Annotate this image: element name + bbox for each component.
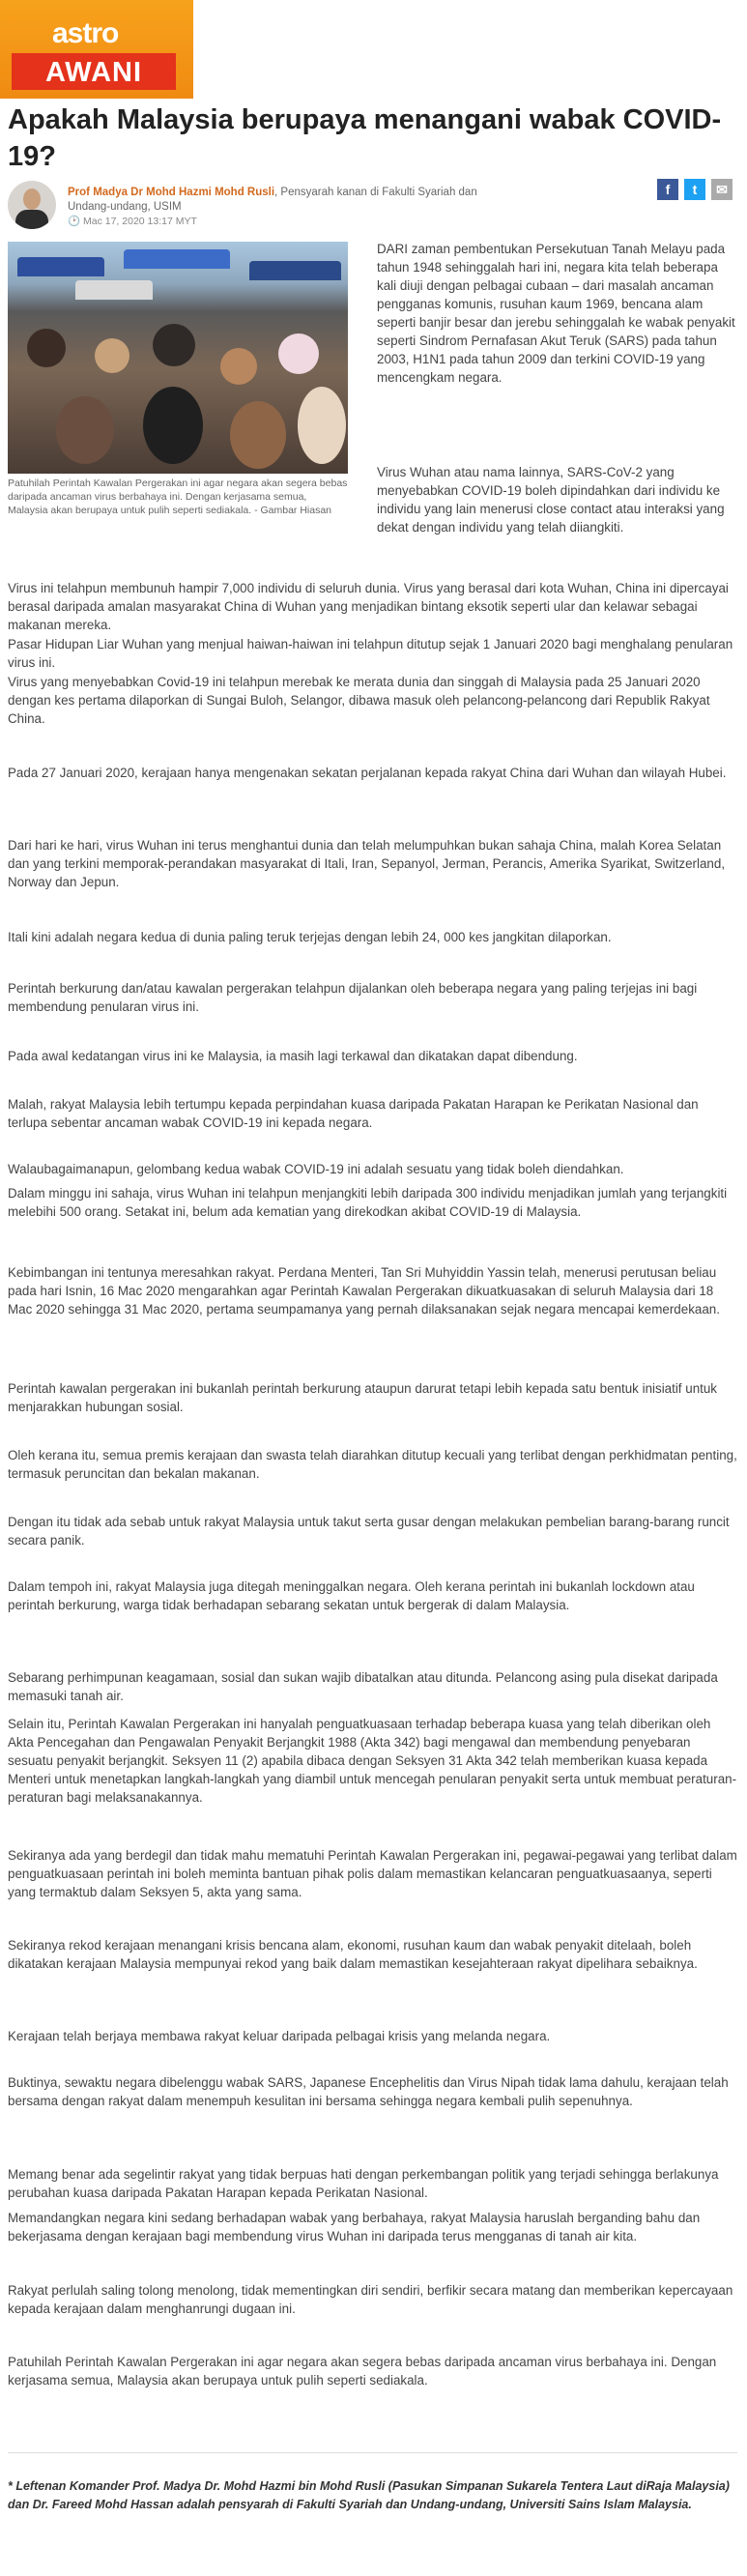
image-caption: Patuhilah Perintah Kawalan Pergerakan ini agar negara akan segera bebas daripada ancaman virus berbahaya ini. Dengan kerjasama semua, Malaysia akan berupaya untuk pulih seperti sediakala. - Gambar Hiasan [8, 478, 348, 516]
article-paragraph: Dari hari ke hari, virus Wuhan ini terus menghantui dunia dan telah melumpuhkan bukan sahaja China, malah Korea Selatan dan yang terkini memporak-perandakan masyarakat di Itali, Iran, Sepanyol, Jerman, Perancis, Amerika Syarikat, Switzerland, Norway dan Jepun. [8, 838, 726, 889]
article-paragraph: Sebarang perhimpunan keagamaan, sosial dan sukan wajib dibatalkan atau ditunda. Pelancong asing pula disekat daripada memasuki tanah air. [8, 1670, 718, 1703]
article-paragraph: Pada 27 Januari 2020, kerajaan hanya mengenakan sekatan perjalanan kepada rakyat China dari Wuhan dan wilayah Hubei. [8, 766, 727, 780]
article-paragraph: Virus yang menyebabkan Covid-19 ini telahpun merebak ke merata dunia dan singgah di Malaysia pada 25 Januari 2020 dengan kes pertama dilaporkan di Sungai Buloh, Selangor, dibawa masuk oleh pelancong-pelancong dari Republik Rakyat China. [8, 675, 710, 726]
twitter-share-icon[interactable]: t [684, 179, 705, 200]
author-name-link[interactable]: Prof Madya Dr Mohd Hazmi Mohd Rusli [68, 187, 275, 198]
article-title: Apakah Malaysia berupaya menangani wabak COVID-19? [8, 104, 722, 172]
article-paragraph: Perintah berkurung dan/atau kawalan pergerakan telahpun dijalankan oleh beberapa negara yang paling terjejas ini bagi membendung penularan virus ini. [8, 981, 698, 1014]
article-paragraph: Memang benar ada segelintir rakyat yang tidak berpuas hati dengan perkembangan politik yang terjadi sehingga berlakunya perubahan kuasa daripada Pakatan Harapan kepada Perikatan Nasional. [8, 2167, 719, 2200]
article-paragraph: Sekiranya ada yang berdegil dan tidak mahu mematuhi Perintah Kawalan Pergerakan ini, pegawai-pegawai yang terlibat dalam penguatkuasaan perintah ini boleh meminta bantuan pihak polis dalam memastikan kelancaran penguatkuasaanya, seperti yang termaktub dalam Seksyen 5, akta yang sama. [8, 1848, 737, 1899]
article-paragraph: Selain itu, Perintah Kawalan Pergerakan ini hanyalah penguatkuasaan terhadap beberapa kuasa yang telah diberikan oleh Akta Pencegahan dan Pengawalan Penyakit Berjangkit 1988 (Akta 342) bagi mengawal dan membendung penyebaran sesuatu penyakit berjangkit. Seksyen 11 (2) apabila dibaca dengan Seksyen 31 Akta 342 telah memberikan kuasa kepada Menteri untuk menetapkan langkah-langkah yang diambil untuk mencegah penularan penyakit serta untuk membuat peraturan-peraturan bagi melaksanakannya. [8, 1717, 737, 1805]
astro-awani-logo[interactable] [0, 0, 193, 99]
article-paragraph: Walaubagaimanapun, gelombang kedua wabak COVID-19 ini adalah sesuatu yang tidak boleh diendahkan. [8, 1162, 624, 1176]
article-paragraph: Virus ini telahpun membunuh hampir 7,000 individu di seluruh dunia. Virus yang berasal dari kota Wuhan, China ini dipercayai berasal daripada amalan masyarakat China di Wuhan yang menjadikan bintang eksotik seperti ular dan kelawar sebagai makanan mereka. [8, 581, 729, 632]
article-paragraph: Kebimbangan ini tentunya meresahkan rakyat. Perdana Menteri, Tan Sri Muhyiddin Yassin telah, menerusi perutusan beliau pada hari Isnin, 16 Mac 2020 mengarahkan agar Perintah Kawalan Pergerakan dikuatkuasakan di seluruh Malaysia dari 18 Mac 2020 sehingga 31 Mac 2020, pertama seumpamanya yang pernah dilaksanakan sejak negara mencapai kemerdekaan. [8, 1265, 720, 1317]
article-paragraph: Rakyat perlulah saling tolong menolong, tidak mementingkan diri sendiri, berfikir secara matang dan memberikan kepercayaan kepada kerajaan dalam menghanrungi dugaan ini. [8, 2283, 733, 2316]
email-share-icon[interactable]: ✉ [711, 179, 733, 200]
publish-date-text: Mac 17, 2020 13:17 MYT [83, 216, 197, 227]
article-paragraph: Dalam tempoh ini, rakyat Malaysia juga ditegah meninggalkan negara. Oleh kerana perintah ini bukanlah lockdown atau perintah berkurung, warga tidak berhadapan sebarang sekatan untuk bergerak di dalam Malaysia. [8, 1579, 695, 1612]
article-paragraph: Buktinya, sewaktu negara dibelenggu wabak SARS, Japanese Encephelitis dan Virus Nipah tidak lama dahulu, kerajaan telah bersama dengan rakyat dalam menempuh kesulitan ini bersama sehingga negara kembali pulih sepenuhnya. [8, 2075, 729, 2108]
author-info [68, 186, 503, 229]
article-paragraph: Pasar Hidupan Liar Wuhan yang menjual haiwan-haiwan ini telahpun ditutup sejak 1 Januari 2020 bagi menghalang penularan virus ini. [8, 637, 733, 670]
article-paragraph: Dalam minggu ini sahaja, virus Wuhan ini telahpun menjangkiti lebih daripada 300 individu menjadikan jumlah yang terjangkiti melebihi 500 orang. Setakat ini, belum ada kematian yang direkodkan akibat COVID-19 di Malaysia. [8, 1186, 728, 1219]
article-paragraph: DARI zaman pembentukan Persekutuan Tanah Melayu pada tahun 1948 sehinggalah hari ini, negara kita telah beberapa kali diuji dengan pelbagai cubaan – dari masalah ancaman pengganas komunis, rusuhan kaum 1969, bencana alam seperti banjir besar dan jerebu sehinggalah ke wabak penyakit seperti Sindrom Pernafasan Akut Teruk (SARS) pada tahun 2003, H1N1 pada tahun 2009 dan terkini COVID-19 yang mencengkam negara. [377, 242, 735, 385]
article-paragraph: Perintah kawalan pergerakan ini bukanlah perintah berkurung ataupun darurat tetapi lebih kepada satu bentuk inisiatif untuk menjarakkan hubungan sosial. [8, 1381, 718, 1414]
byline [8, 179, 742, 233]
author-footnote: * Leftenan Komander Prof. Madya Dr. Mohd Hazmi bin Mohd Rusli (Pasukan Simpanan Sukarela Tentera Laut diRaja Malaysia) dan Dr. Fareed Mohd Hassan adalah pensyarah di Fakulti Syariah dan Undang-undang, Universiti Sains Islam Malaysia. [8, 2479, 730, 2511]
article-paragraph: Virus Wuhan atau nama lainnya, SARS-CoV-2 yang menyebabkan COVID-19 boleh dipindahkan dari individu ke individu yang lain menerusi close contact atau interaksi yang dekat dengan individu yang telah diiangkiti. [377, 465, 725, 535]
logo-awani-box [12, 53, 176, 90]
article-paragraph: Pada awal kedatangan virus ini ke Malaysia, ia masih lagi terkawal dan dikatakan dapat dibendung. [8, 1049, 578, 1063]
author-role: , Pensyarah kanan di Fakulti Syariah dan Undang-undang, USIM [68, 187, 477, 213]
article-photo [8, 242, 348, 474]
article-paragraph: Dengan itu tidak ada sebab untuk rakyat Malaysia untuk takut serta gusar dengan melakukan pembelian barang-barang runcit secara panik. [8, 1515, 730, 1548]
publish-date [68, 216, 197, 227]
article-paragraph: Patuhilah Perintah Kawalan Pergerakan ini agar negara akan segera bebas daripada ancaman virus berbahaya ini. Dengan kerjasama semua, Malaysia akan berupaya untuk pulih seperti sediakala. [8, 2355, 717, 2388]
author-avatar [8, 181, 56, 229]
article-paragraph: Oleh kerana itu, semua premis kerajaan dan swasta telah diarahkan ditutup kecuali yang terlibat dengan perkhidmatan penting, termasuk peruncitan dan bekalan makanan. [8, 1448, 737, 1481]
article-paragraph: Sekiranya rekod kerajaan menangani krisis bencana alam, ekonomi, rusuhan kaum dan wabak penyakit ditelaah, boleh dikatakan kerajaan Malaysia mempunyai rekod yang baik dalam memastikan kesejahteraan rakyat dipelihara sebaiknya. [8, 1938, 698, 1971]
facebook-share-icon[interactable]: f [657, 179, 678, 200]
article-paragraph: Memandangkan negara kini sedang berhadapan wabak yang berbahaya, rakyat Malaysia haruslah berganding bahu dan bekerjasama dengan kerajaan bagi membendung virus Wuhan ini daripada terus mengganas di tanah air kita. [8, 2211, 701, 2243]
article-paragraph: Malah, rakyat Malaysia lebih tertumpu kepada perpindahan kuasa daripada Pakatan Harapan ke Perikatan Nasional dan terlupa sebentar ancaman wabak COVID-19 ini kepada negara. [8, 1097, 699, 1130]
article-paragraph: Kerajaan telah berjaya membawa rakyat keluar daripada pelbagai krisis yang melanda negara. [8, 2029, 551, 2043]
logo-awani-text: AWANI [44, 57, 143, 88]
logo-astro-text: astro [52, 17, 119, 49]
share-buttons [651, 179, 733, 200]
clock-icon: 🕑 [68, 216, 83, 227]
article-paragraph: Itali kini adalah negara kedua di dunia paling teruk terjejas dengan lebih 24, 000 kes jangkitan dilaporkan. [8, 930, 612, 944]
footnote-divider [8, 2452, 737, 2453]
